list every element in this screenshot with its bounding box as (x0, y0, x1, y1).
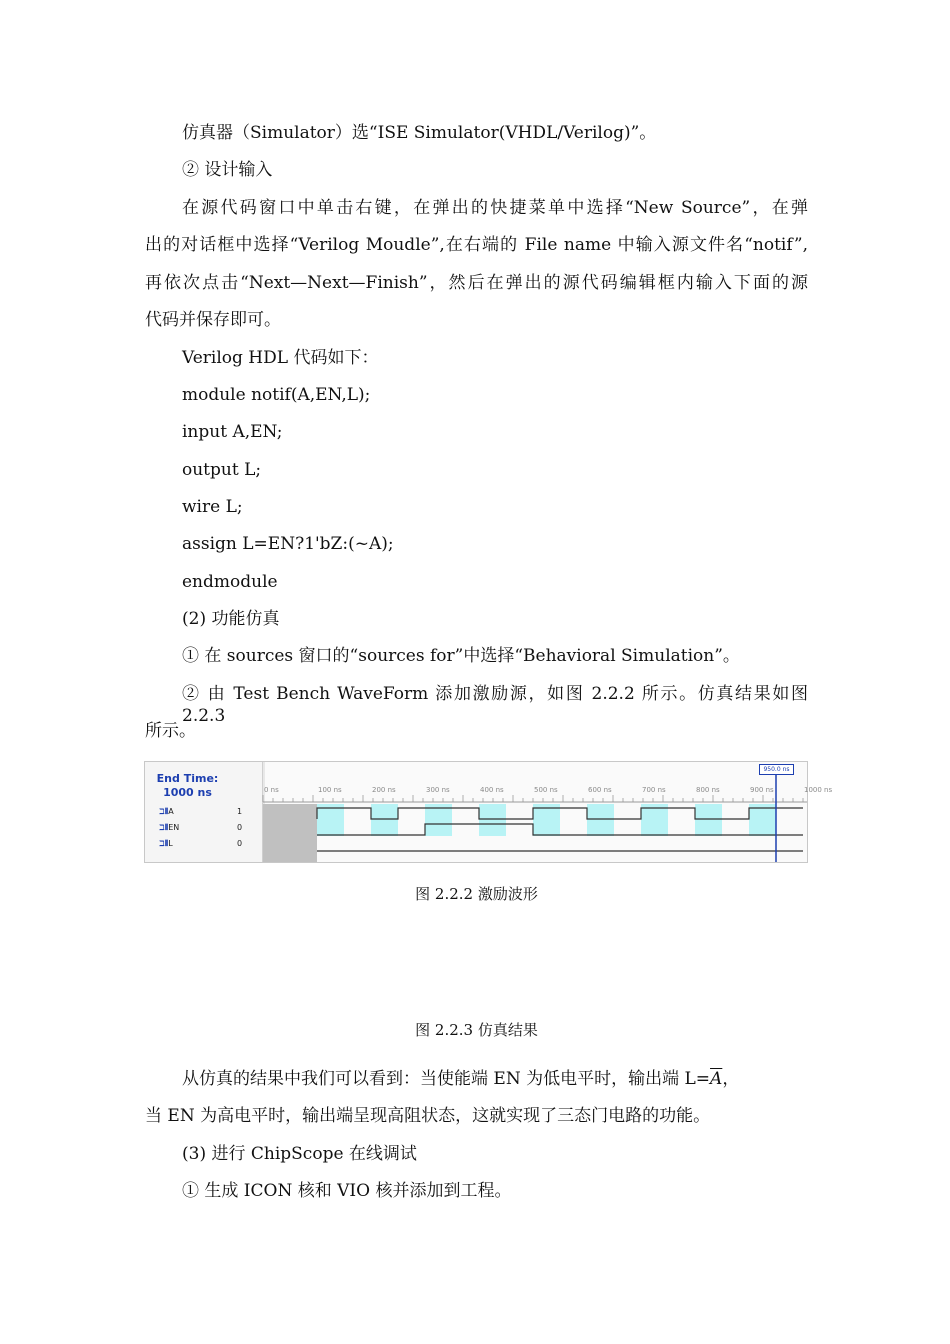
code-line: assign L=EN?1'bZ:(~A); (182, 534, 394, 554)
ruler-tick-label: 700 ns (642, 786, 666, 794)
heading-functional-sim: (2) 功能仿真 (182, 609, 280, 629)
paragraph-source-line1: 在源代码窗口中单击右键，在弹出的快捷菜单中选择“New Source”，在弹 (182, 198, 808, 218)
highlight-block (479, 804, 506, 836)
signal-name: EN (168, 823, 180, 832)
ruler-ticks (263, 786, 832, 802)
highlight-block (425, 804, 452, 836)
figure-caption-2: 图 2.2.3 仿真结果 (415, 1021, 538, 1039)
ruler-tick-label: 0 ns (264, 786, 279, 794)
heading-chipscope: (3) 进行 ChipScope 在线调试 (182, 1144, 417, 1164)
code-line: input A,EN; (182, 422, 283, 442)
paragraph-source-line2: 出的对话框中选择“Verilog Moudle”,在右端的 File name 中输入源文件名“notif”, (145, 235, 808, 255)
signal-name: L (168, 839, 173, 848)
code-line: endmodule (182, 572, 278, 592)
end-time-value: 1000 ns (163, 786, 212, 799)
ruler-tick-label: 900 ns (750, 786, 774, 794)
end-time-caption: End Time: (156, 772, 219, 785)
paragraph-testbench-line2: 所示。 (145, 721, 196, 741)
code-line: output L; (182, 460, 262, 480)
signal-name: A (168, 807, 174, 816)
waveform-plot (145, 762, 833, 864)
paragraph-code-intro: Verilog HDL 代码如下： (182, 348, 379, 368)
init-region (263, 804, 317, 862)
ruler-tick-label: 500 ns (534, 786, 558, 794)
ruler-tick-label: 100 ns (318, 786, 342, 794)
ruler-tick-label: 800 ns (696, 786, 720, 794)
highlight-block (587, 804, 614, 836)
result-text: 从仿真的结果中我们可以看到：当使能端 EN 为低电平时，输出端 L= (182, 1069, 711, 1089)
a-bar-symbol: $\overline{A}$ (710, 1069, 723, 1089)
paragraph-testbench-line1: ② 由 Test Bench WaveForm 添加激励源，如图 2.2.2 所示。仿真结果如图 2.2.3 (182, 684, 808, 726)
waveform-signal-icon: ℶ⫴ (159, 807, 169, 816)
signal-value: 0 (237, 823, 243, 832)
time-cursor-label: 950.0 ns (759, 764, 794, 775)
code-line: module notif(A,EN,L); (182, 385, 371, 405)
paragraph-icon-vio: ① 生成 ICON 核和 VIO 核并添加到工程。 (182, 1181, 512, 1201)
ruler-tick-label: 300 ns (426, 786, 450, 794)
highlight-block (371, 804, 398, 836)
highlight-block (641, 804, 668, 836)
paragraph-simulator: 仿真器（Simulator）选“ISE Simulator(VHDL/Verilog)”。 (182, 123, 657, 143)
ruler-tick-label: 400 ns (480, 786, 504, 794)
result-end: ， (722, 1069, 740, 1089)
paragraph-source-line3: 再依次点击“Next—Next—Finish”，然后在弹出的源代码编辑框内输入下面的源 (145, 273, 808, 293)
heading-design-input: ② 设计输入 (182, 160, 273, 180)
paragraph-behavioral: ① 在 sources 窗口的“sources for”中选择“Behavioral Simulation”。 (182, 646, 740, 666)
signal-value: 0 (237, 839, 243, 848)
figure-caption-1: 图 2.2.2 激励波形 (415, 885, 538, 903)
ruler-tick-label: 600 ns (588, 786, 612, 794)
waveform-figure (144, 761, 833, 863)
highlight-block (695, 804, 722, 836)
highlight-block (317, 804, 344, 836)
highlight-block (749, 804, 776, 836)
waveform-signal-icon: ℶ⫴ (159, 823, 169, 832)
paragraph-result-line1 (182, 1068, 739, 1090)
code-line: wire L; (182, 497, 243, 517)
ruler-tick-label: 1000 ns (804, 786, 833, 794)
highlight-block (533, 804, 560, 836)
ruler-tick-label: 200 ns (372, 786, 396, 794)
paragraph-source-line4: 代码并保存即可。 (145, 310, 281, 330)
signal-value: 1 (237, 807, 243, 816)
paragraph-result-line2: 当 EN 为高电平时，输出端呈现高阻状态，这就实现了三态门电路的功能。 (145, 1106, 711, 1126)
waveform-signal-icon: ℶ⫴ (159, 839, 169, 848)
